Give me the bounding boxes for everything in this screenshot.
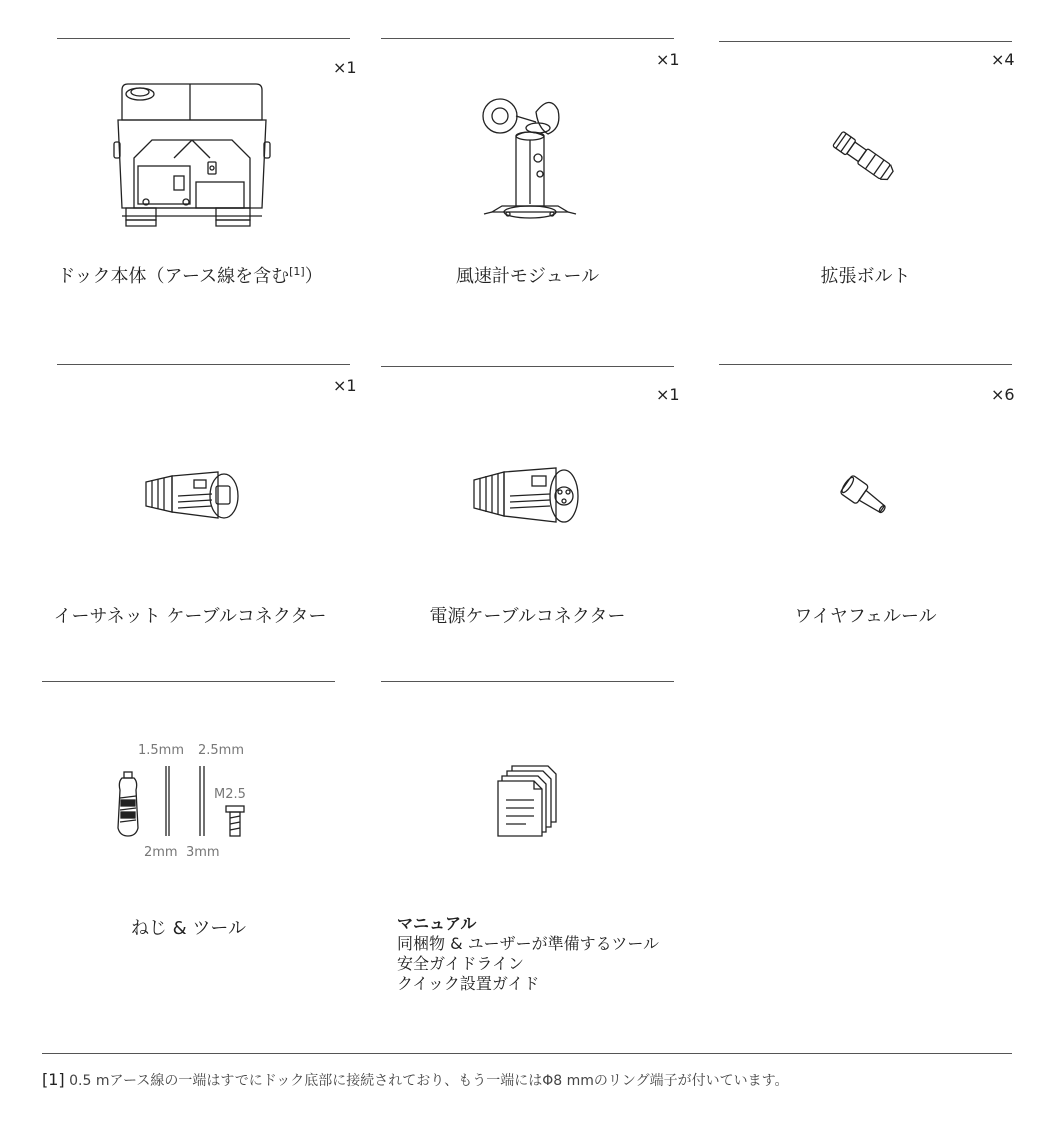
manuals-list: [397, 914, 659, 994]
wire-ferrule-illustration: [838, 474, 892, 520]
label-power: 電源ケーブルコネクター: [429, 606, 626, 627]
dim-2mm: 2mm: [144, 845, 178, 860]
dim-m2-5: M2.5: [214, 787, 246, 802]
dim-1-5mm: 1.5mm: [138, 743, 185, 758]
qty-power: ×1: [656, 385, 680, 404]
label-tools: ねじ & ツール: [130, 918, 247, 939]
manual-item: 同梱物 & ユーザーが準備するツール: [397, 934, 660, 953]
divider-anemometer: [381, 38, 674, 39]
qty-ethernet: ×1: [333, 376, 357, 395]
manuals-title: マニュアル: [397, 914, 477, 933]
footnote: [42, 1070, 788, 1090]
label-bolt: 拡張ボルト: [820, 266, 911, 287]
label-ferrule: ワイヤフェルール: [794, 606, 937, 627]
divider-manuals: [381, 681, 674, 682]
manuals-illustration: [496, 762, 560, 838]
expansion-bolt-illustration: [828, 128, 900, 186]
divider-bolt: [719, 41, 1012, 42]
manual-item: クイック設置ガイド: [397, 974, 540, 993]
qty-bolt: ×4: [991, 50, 1015, 69]
dim-2-5mm: 2.5mm: [198, 743, 245, 758]
anemometer-illustration: [478, 94, 578, 224]
screws-tools-illustration: [108, 738, 268, 862]
footnote-divider: [42, 1053, 1012, 1054]
dock-illustration: [112, 78, 272, 233]
qty-dock: ×1: [333, 58, 357, 77]
label-anemometer: 風速計モジュール: [455, 266, 600, 287]
label-ethernet: イーサネット ケーブルコネクター: [53, 606, 327, 627]
footnote-text: 0.5 mアース線の一端はすでにドック底部に接続されており、もう一端にはΦ8 mmのリング端子が付いています。: [64, 1073, 789, 1089]
ethernet-connector-illustration: [142, 466, 242, 524]
divider-dock: [57, 38, 350, 39]
divider-power: [381, 366, 674, 367]
power-connector-illustration: [470, 460, 582, 530]
qty-anemometer: ×1: [656, 50, 680, 69]
divider-tools: [42, 681, 335, 682]
manual-item: 安全ガイドライン: [397, 954, 525, 973]
divider-ferrule: [719, 364, 1012, 365]
qty-ferrule: ×6: [991, 385, 1015, 404]
divider-ethernet: [57, 364, 350, 365]
dim-3mm: 3mm: [186, 845, 220, 860]
footnote-ref: [1]: [42, 1070, 65, 1089]
label-dock: ドック本体（アース線を含む[1]）: [57, 265, 323, 287]
